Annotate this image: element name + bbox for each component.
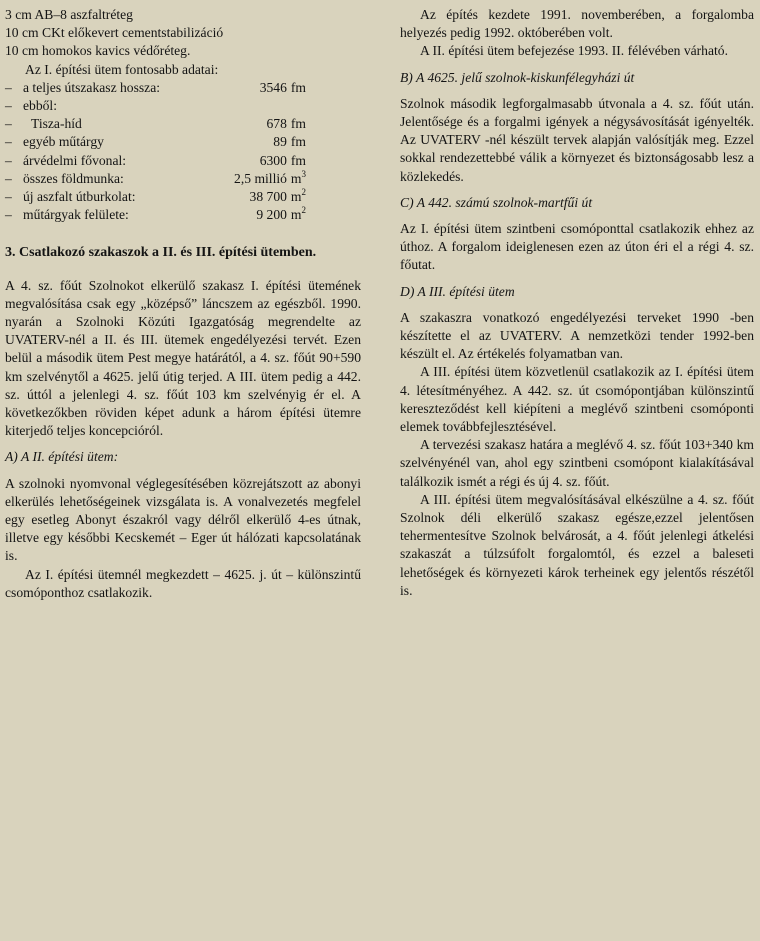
data-row <box>5 152 361 170</box>
data-dash: – <box>5 152 12 168</box>
paragraph: A III. építési ütem közvetlenül csatlakozik az I. építési ütem 4. létesítményéhez. A 442. sz. út csomópontjában különszintű kereszteződést kell kiépíteni a meglévő szintbeni csomóponti elemek továbbfejlesztésével. <box>400 364 754 435</box>
data-row <box>5 206 361 224</box>
paragraph: Az I. építési ütemnél megkezdett – 4625. j. út – különszintű csomóponthoz csatlakozik. <box>5 566 361 600</box>
data-label: egyéb műtárgy <box>23 134 104 150</box>
data-value: 678 fm <box>266 116 306 132</box>
heading-d: D) A III. építési ütem <box>400 283 515 299</box>
data-label: műtárgyak felülete: <box>23 207 129 223</box>
left-column <box>5 6 361 602</box>
data-row <box>5 170 361 188</box>
data-dash: – <box>5 116 12 132</box>
data-row <box>5 97 361 115</box>
data-intro: Az I. építési ütem fontosabb adatai: <box>25 61 219 77</box>
data-value: 9 200 $m^2$ <box>256 205 306 223</box>
data-value: 38 700 $m^2$ <box>249 187 306 205</box>
data-dash: – <box>5 189 12 205</box>
data-label: a teljes útszakasz hossza: <box>23 79 161 95</box>
data-label: árvédelmi fővonal: <box>23 152 127 168</box>
data-row <box>5 115 361 133</box>
data-label: összes földmunka: <box>23 170 124 186</box>
data-dash: – <box>5 170 12 186</box>
paragraph: A II. építési ütem befejezése 1993. II. félévében várható. <box>420 43 728 59</box>
data-list <box>5 79 361 225</box>
paragraph: A szolnoki nyomvonal véglegesítésében közrejátszott az abonyi elkerülés lehetőségeinek vizsgálata is. A vonalvezetés megfelel egy esetleg Abonyt északról vagy délről elkerülő 4-es útnak, illetve egy későbbi Kecskemét – Eger út hálózati kapcsolatának is. <box>5 475 361 564</box>
layer-line-2: 10 cm CKt előkevert cementstabilizáció <box>5 25 224 41</box>
data-label: új aszfalt útburkolat: <box>23 189 136 205</box>
data-row <box>5 188 361 206</box>
data-dash: – <box>5 207 12 223</box>
data-dash: – <box>5 134 12 150</box>
heading-b: B) A 4625. jelű szolnok-kiskunfélegyházi út <box>400 69 635 85</box>
heading-c: C) A 442. számú szolnok-martfűi út <box>400 194 593 210</box>
data-dash: – <box>5 98 12 114</box>
data-row <box>5 133 361 151</box>
data-row <box>5 79 361 97</box>
heading-a: A) A II. építési ütem: <box>5 449 119 465</box>
paragraph: A szakaszra vonatkozó engedélyezési terveket 1990 -ben készítette el az UVATERV. A nemzetközi tender 1992-ben készült el. Az értékelés folyamatban van. <box>400 309 754 362</box>
paragraph: Az építés kezdete 1991. novemberében, a forgalomba helyezés pedig 1992. októberében volt. <box>400 7 754 41</box>
layer-line-3: 10 cm homokos kavics védőréteg. <box>5 43 191 59</box>
paragraph: Az I. építési ütem szintbeni csomóponttal csatlakozik ehhez az úthoz. A forgalom ideiglenesen ezen az úton éri el a régi 4. sz. főutat. <box>400 221 754 273</box>
data-value: 3546 fm <box>259 79 306 95</box>
right-column <box>400 6 754 600</box>
layer-line-1: 3 cm AB–8 aszfaltréteg <box>5 7 133 22</box>
data-dash: – <box>5 79 12 95</box>
data-value: 6300 fm <box>259 152 306 168</box>
data-label: Tisza-híd <box>31 116 82 132</box>
data-value: 2,5 millió $m^3$ <box>234 168 306 186</box>
paragraph: A tervezési szakasz határa a meglévő 4. sz. főút 103+340 km szelvényénél van, ahol egy szintbeni csomópont kialakításával találkozik ismét a régi és új 4. sz. főút. <box>400 437 754 489</box>
data-value: 89 fm <box>273 134 306 150</box>
paragraph: A 4. sz. főút Szolnokot elkerülő szakasz I. építési ütemének megvalósítása csak egy „középső” láncszem az egészből. 1990. nyarán a Szolnoki Közúti Igazgatóság megrendelte az UVATERV-nél a II. és III. ütemek engedélyezési tervét. Ezen belül a második ütem Pest megye határától, a 4. sz. főút 90+590 km szelvénytől a 4625. jelű útig terjed. A III. ütem pedig a 442. sz. úttól a jelenlegi 4. sz. főút 103 km szelvényig ér el. A következőkben röviden képet adunk a három építési ütemre kiterjedő teljes koncepcióról. <box>5 277 361 439</box>
paragraph: A III. építési ütem megvalósításával elkészülne a 4. sz. főút Szolnok déli elkerülő szakasz egésze,ezzel jelentősen tehermentesítve Szolnok belvárosát, a 4. főút jelenlegi átkelési szakaszát a túlzsúfolt forgalomtól, és ezzel a baleseti lehetőségek és környezeti károk terheinek egy jelentős részétől is. <box>400 491 754 598</box>
section-3-title: 3. Csatlakozó szakaszok a II. és III. építési ütemben. <box>5 245 317 261</box>
paragraph: Szolnok második legforgalmasabb útvonala a 4. sz. főút után. Jelentősége és a forgalmi igények a négysávosítását igényelték. Az UVATERV -nél készült tervek alapján valósítják meg. Ezzel sokkal rendezettebbé válik a környezet és biztonságosabb lesz a közlekedés. <box>400 95 754 184</box>
data-label: ebből: <box>23 98 57 114</box>
